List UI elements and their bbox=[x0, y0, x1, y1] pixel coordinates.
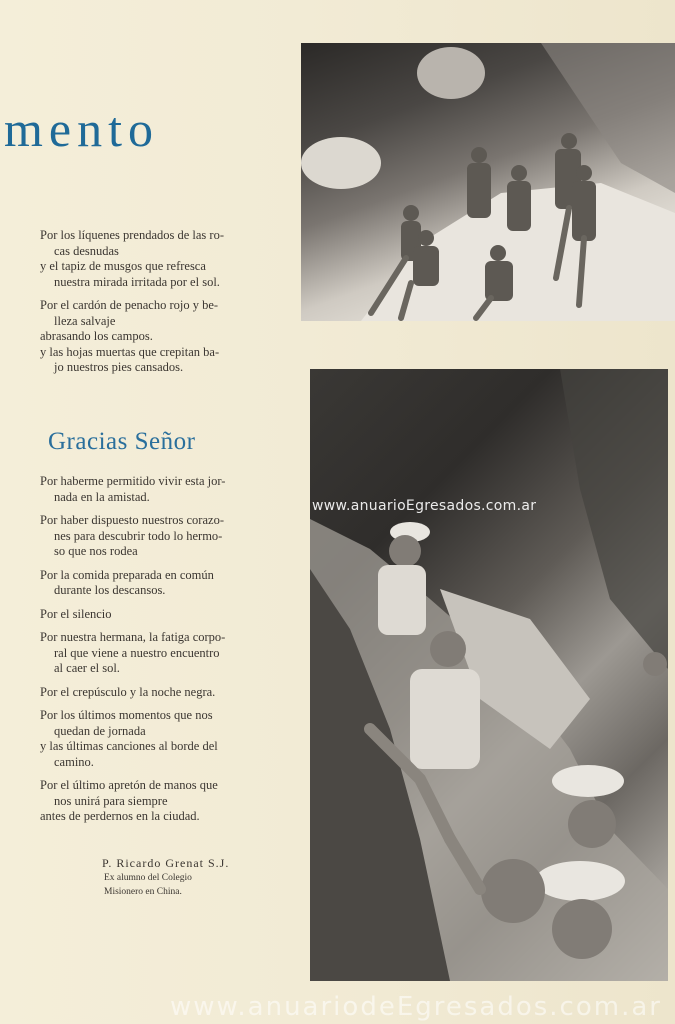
poem-line: ral que viene a nuestro encuentro bbox=[54, 645, 220, 660]
poem-stanza bbox=[0, 778, 300, 825]
poem-line: abrasando los campos. bbox=[40, 329, 153, 343]
poem-line: Por el silencio bbox=[40, 606, 112, 621]
poem-line: y las hojas muertas que crepitan ba- bbox=[40, 344, 220, 359]
photo-climbing-illustration bbox=[310, 369, 668, 981]
poem-line: al caer el sol. bbox=[54, 661, 120, 675]
signature-line-1: Ex alumno del Colegio bbox=[104, 873, 192, 883]
poem-line: nes para descubrir todo lo hermo- bbox=[54, 528, 223, 543]
poem-stanza bbox=[0, 513, 300, 560]
poem-line: Por los líquenes prendados de las ro- bbox=[40, 228, 224, 242]
poem-line: Por nuestra hermana, la fatiga corpo- bbox=[40, 630, 226, 644]
photo-group-illustration bbox=[301, 43, 675, 321]
poem-line: lleza salvaje bbox=[54, 313, 116, 328]
poem-line: Por el último apretón de manos que bbox=[40, 778, 218, 792]
poem-line: camino. bbox=[54, 754, 94, 769]
poem-stanza bbox=[0, 298, 300, 376]
page-title: mento bbox=[4, 101, 159, 157]
poem-stanza bbox=[0, 474, 300, 505]
poem-stanza bbox=[0, 685, 300, 701]
poem-line: cas desnudas bbox=[54, 243, 119, 258]
poem-stanza bbox=[0, 228, 300, 290]
poem-line: so que nos rodea bbox=[54, 544, 138, 558]
photo-group-on-rocks bbox=[301, 43, 675, 321]
section-heading: Gracias Señor bbox=[48, 428, 196, 455]
poem-stanza bbox=[0, 708, 300, 770]
poem-line: Por los últimos momentos que nos bbox=[40, 708, 213, 722]
poem-line: antes de perdernos en la ciudad. bbox=[40, 809, 200, 823]
watermark: www.anuarioEgresados.com.ar bbox=[312, 498, 537, 514]
poem-line: jo nuestros pies cansados. bbox=[54, 360, 184, 374]
signature-line-2: Misionero en China. bbox=[104, 887, 182, 897]
poem-line: Por la comida preparada en común bbox=[40, 567, 214, 582]
signature bbox=[102, 856, 229, 899]
poem-stanza bbox=[0, 568, 300, 599]
poem-line: nada en la amistad. bbox=[54, 489, 150, 504]
signature-name: P. Ricardo Grenat S.J. bbox=[102, 856, 230, 870]
poem-line: quedan de jornada bbox=[54, 723, 146, 738]
poem-line: Por el crepúsculo y la noche negra. bbox=[40, 684, 216, 699]
poem-line: Por haber dispuesto nuestros corazo- bbox=[40, 513, 224, 527]
poem-line: Por haberme permitido vivir esta jor- bbox=[40, 474, 226, 488]
poem-line: nos unirá para siempre bbox=[54, 793, 168, 808]
footer-watermark: www.anuariodeEgresados.com.ar bbox=[170, 992, 662, 1022]
poem-line: y las últimas canciones al borde del bbox=[40, 739, 218, 753]
poem-top bbox=[0, 228, 300, 384]
poem-stanza bbox=[0, 607, 300, 623]
poem-line: Por el cardón de penacho rojo y be- bbox=[40, 298, 219, 312]
poem-stanza bbox=[0, 630, 300, 677]
poem-line: nuestra mirada irritada por el sol. bbox=[54, 274, 220, 289]
poem-line: y el tapiz de musgos que refresca bbox=[40, 259, 206, 273]
photo-climbing-rock bbox=[310, 369, 668, 981]
poem-line: durante los descansos. bbox=[54, 583, 166, 597]
poem-bottom bbox=[0, 474, 300, 833]
